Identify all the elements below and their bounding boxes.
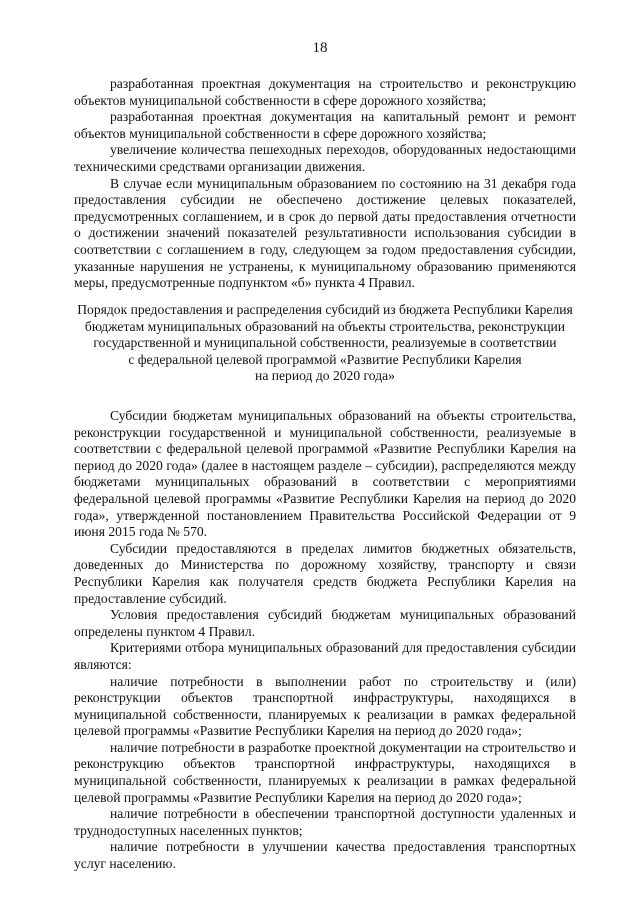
paragraph: Субсидии предоставляются в пределах лимитов бюджетных обязательств, доведенных до Министерства по дорожному хозяйству, транспорту и связи Республики Карелия как получателя средств бюджета Республики Карелия на предоставление субсидий.	[74, 540, 576, 606]
heading-line: с федеральной целевой программой «Развитие Республики Карелия	[128, 351, 522, 367]
paragraph: наличие потребности в улучшении качества предоставления транспортных услуг населению.	[74, 839, 576, 872]
paragraph: разработанная проектная документация на строительство и реконструкцию объектов муниципальной собственности в сфере дорожного хозяйства;	[74, 76, 576, 108]
heading-line: бюджетам муниципальных образований на объекты строительства, реконструкции	[84, 318, 566, 334]
paragraph: увеличение количества пешеходных переходов, оборудованных недостающими техническими средствами организации движения.	[74, 142, 576, 174]
paragraph: В случае если муниципальным образованием по состоянию на 31 декабря года предоставления субсидии не обеспечено достижение целевых показателей, предусмотренных соглашением, и в срок до первой даты предоставления отчетности о достижении значений показателей результативности использования субсидии в соответствии с соглашением в году, следующем за годом предоставления субсидии, указанные нарушения не устранены, к муниципальному образованию применяются меры, предусмотренные подпунктом «б» пункта 4 Правил.	[74, 175, 576, 291]
body-text-block	[74, 408, 576, 873]
paragraph: наличие потребности в выполнении работ по строительству и (или) реконструкции объектов транспортной инфраструктуры, находящихся в муниципальной собственности, планируемых к реализации в рамках федеральной целевой программы «Развитие Республики Карелия на период до 2020 года»;	[74, 673, 576, 739]
top-text-block	[74, 76, 576, 292]
paragraph: Критериями отбора муниципальных образований для предоставления субсидии являются:	[74, 640, 576, 672]
page-number: 18	[312, 40, 328, 56]
paragraph: Условия предоставления субсидий бюджетам муниципальных образований определены пунктом 4 Правил.	[74, 607, 576, 639]
heading-line: Порядок предоставления и распределения субсидий из бюджета Республики Карелия	[77, 302, 573, 317]
section-heading	[74, 302, 576, 385]
paragraph: Субсидии бюджетам муниципальных образований на объекты строительства, реконструкции государственной и муниципальной собственности, реализуемые в соответствии с федеральной целевой программой «Развитие Республики Карелия на период до 2020 года» (далее в настоящем разделе – субсидии), распределяются между бюджетами муниципальных образований в соответствии с мероприятиями федеральной целевой программы «Развитие Республики Карелия на период до 2020 года», утвержденной постановлением Правительства Российской Федерации от 9 июня 2015 года № 570.	[74, 408, 576, 540]
paragraph: наличие потребности в разработке проектной документации на строительство и реконструкцию объектов транспортной инфраструктуры, находящихся в муниципальной собственности, планируемых к реализации в рамках федеральной целевой программы «Развитие Республики Карелия на период до 2020 года»;	[74, 739, 576, 805]
heading-line: на период до 2020 года»	[255, 368, 395, 384]
heading-line: государственной и муниципальной собственности, реализуемые в соответствии	[93, 335, 557, 351]
paragraph: разработанная проектная документация на капитальный ремонт и ремонт объектов муниципальной собственности в сфере дорожного хозяйства;	[74, 109, 576, 141]
paragraph: наличие потребности в обеспечении транспортной доступности удаленных и труднодоступных населенных пунктов;	[74, 806, 576, 838]
